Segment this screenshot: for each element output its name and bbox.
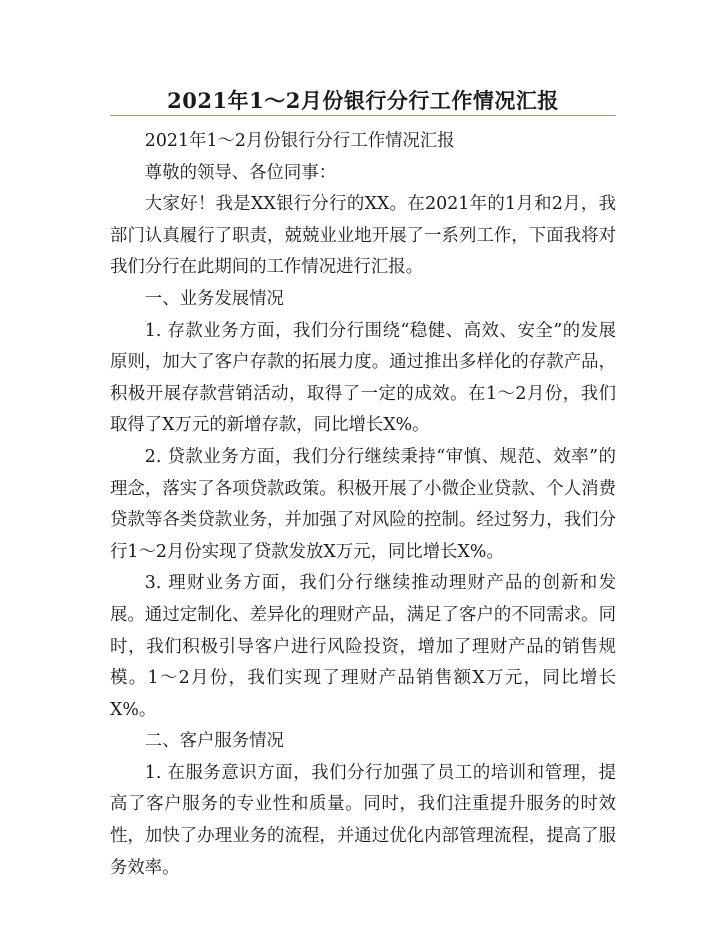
section-heading-customer-service: 二、客户服务情况: [144, 731, 284, 752]
paragraph-service-awareness: 1. 在服务意识方面，我们分行加强了员工的培训和管理，提高了客户服务的专业性和质量。同时，我们注重提升服务的时效性，加快了办理业务的流程，并通过优化内部管理流程，提高了服务效率。: [110, 762, 616, 878]
paragraph-salutation: 尊敬的领导、各位同事：: [144, 162, 337, 183]
paragraph-intro: 大家好！我是XX银行分行的XX。在2021年的1月和2月，我部门认真履行了职责，兢兢业业地开展了一系列工作，下面我将对我们分行在此期间的工作情况进行汇报。: [110, 194, 616, 278]
paragraph-deposits: 1. 存款业务方面，我们分行围绕“稳健、高效、安全”的发展原则，加大了客户存款的拓展力度。通过推出多样化的存款产品，积极开展存款营销活动，取得了一定的成效。在1～2月份，我们取得了X万元的新增存款，同比增长X%。: [110, 320, 616, 436]
document-title: 2021年1～2月份银行分行工作情况汇报: [167, 88, 559, 113]
paragraph-loans: 2. 贷款业务方面，我们分行继续秉持“审慎、规范、效率”的理念，落实了各项贷款政策。积极开展了小微企业贷款、个人消费贷款等各类贷款业务，并加强了对风险的控制。经过努力，我们分行1～2月份实现了贷款发放X万元，同比增长X%。: [110, 446, 616, 562]
paragraph-heading-repeat: 2021年1～2月份银行分行工作情况汇报: [144, 131, 455, 151]
title-divider: [110, 115, 616, 116]
section-heading-business: 一、业务发展情况: [144, 288, 284, 309]
paragraph-wealth-management: 3. 理财业务方面，我们分行继续推动理财产品的创新和发展。通过定制化、差异化的理财产品，满足了客户的不同需求。同时，我们积极引导客户进行风险投资，增加了理财产品的销售规模。1～2月份，我们实现了理财产品销售额X万元，同比增长X%。: [110, 573, 616, 720]
document-body: [110, 126, 616, 884]
